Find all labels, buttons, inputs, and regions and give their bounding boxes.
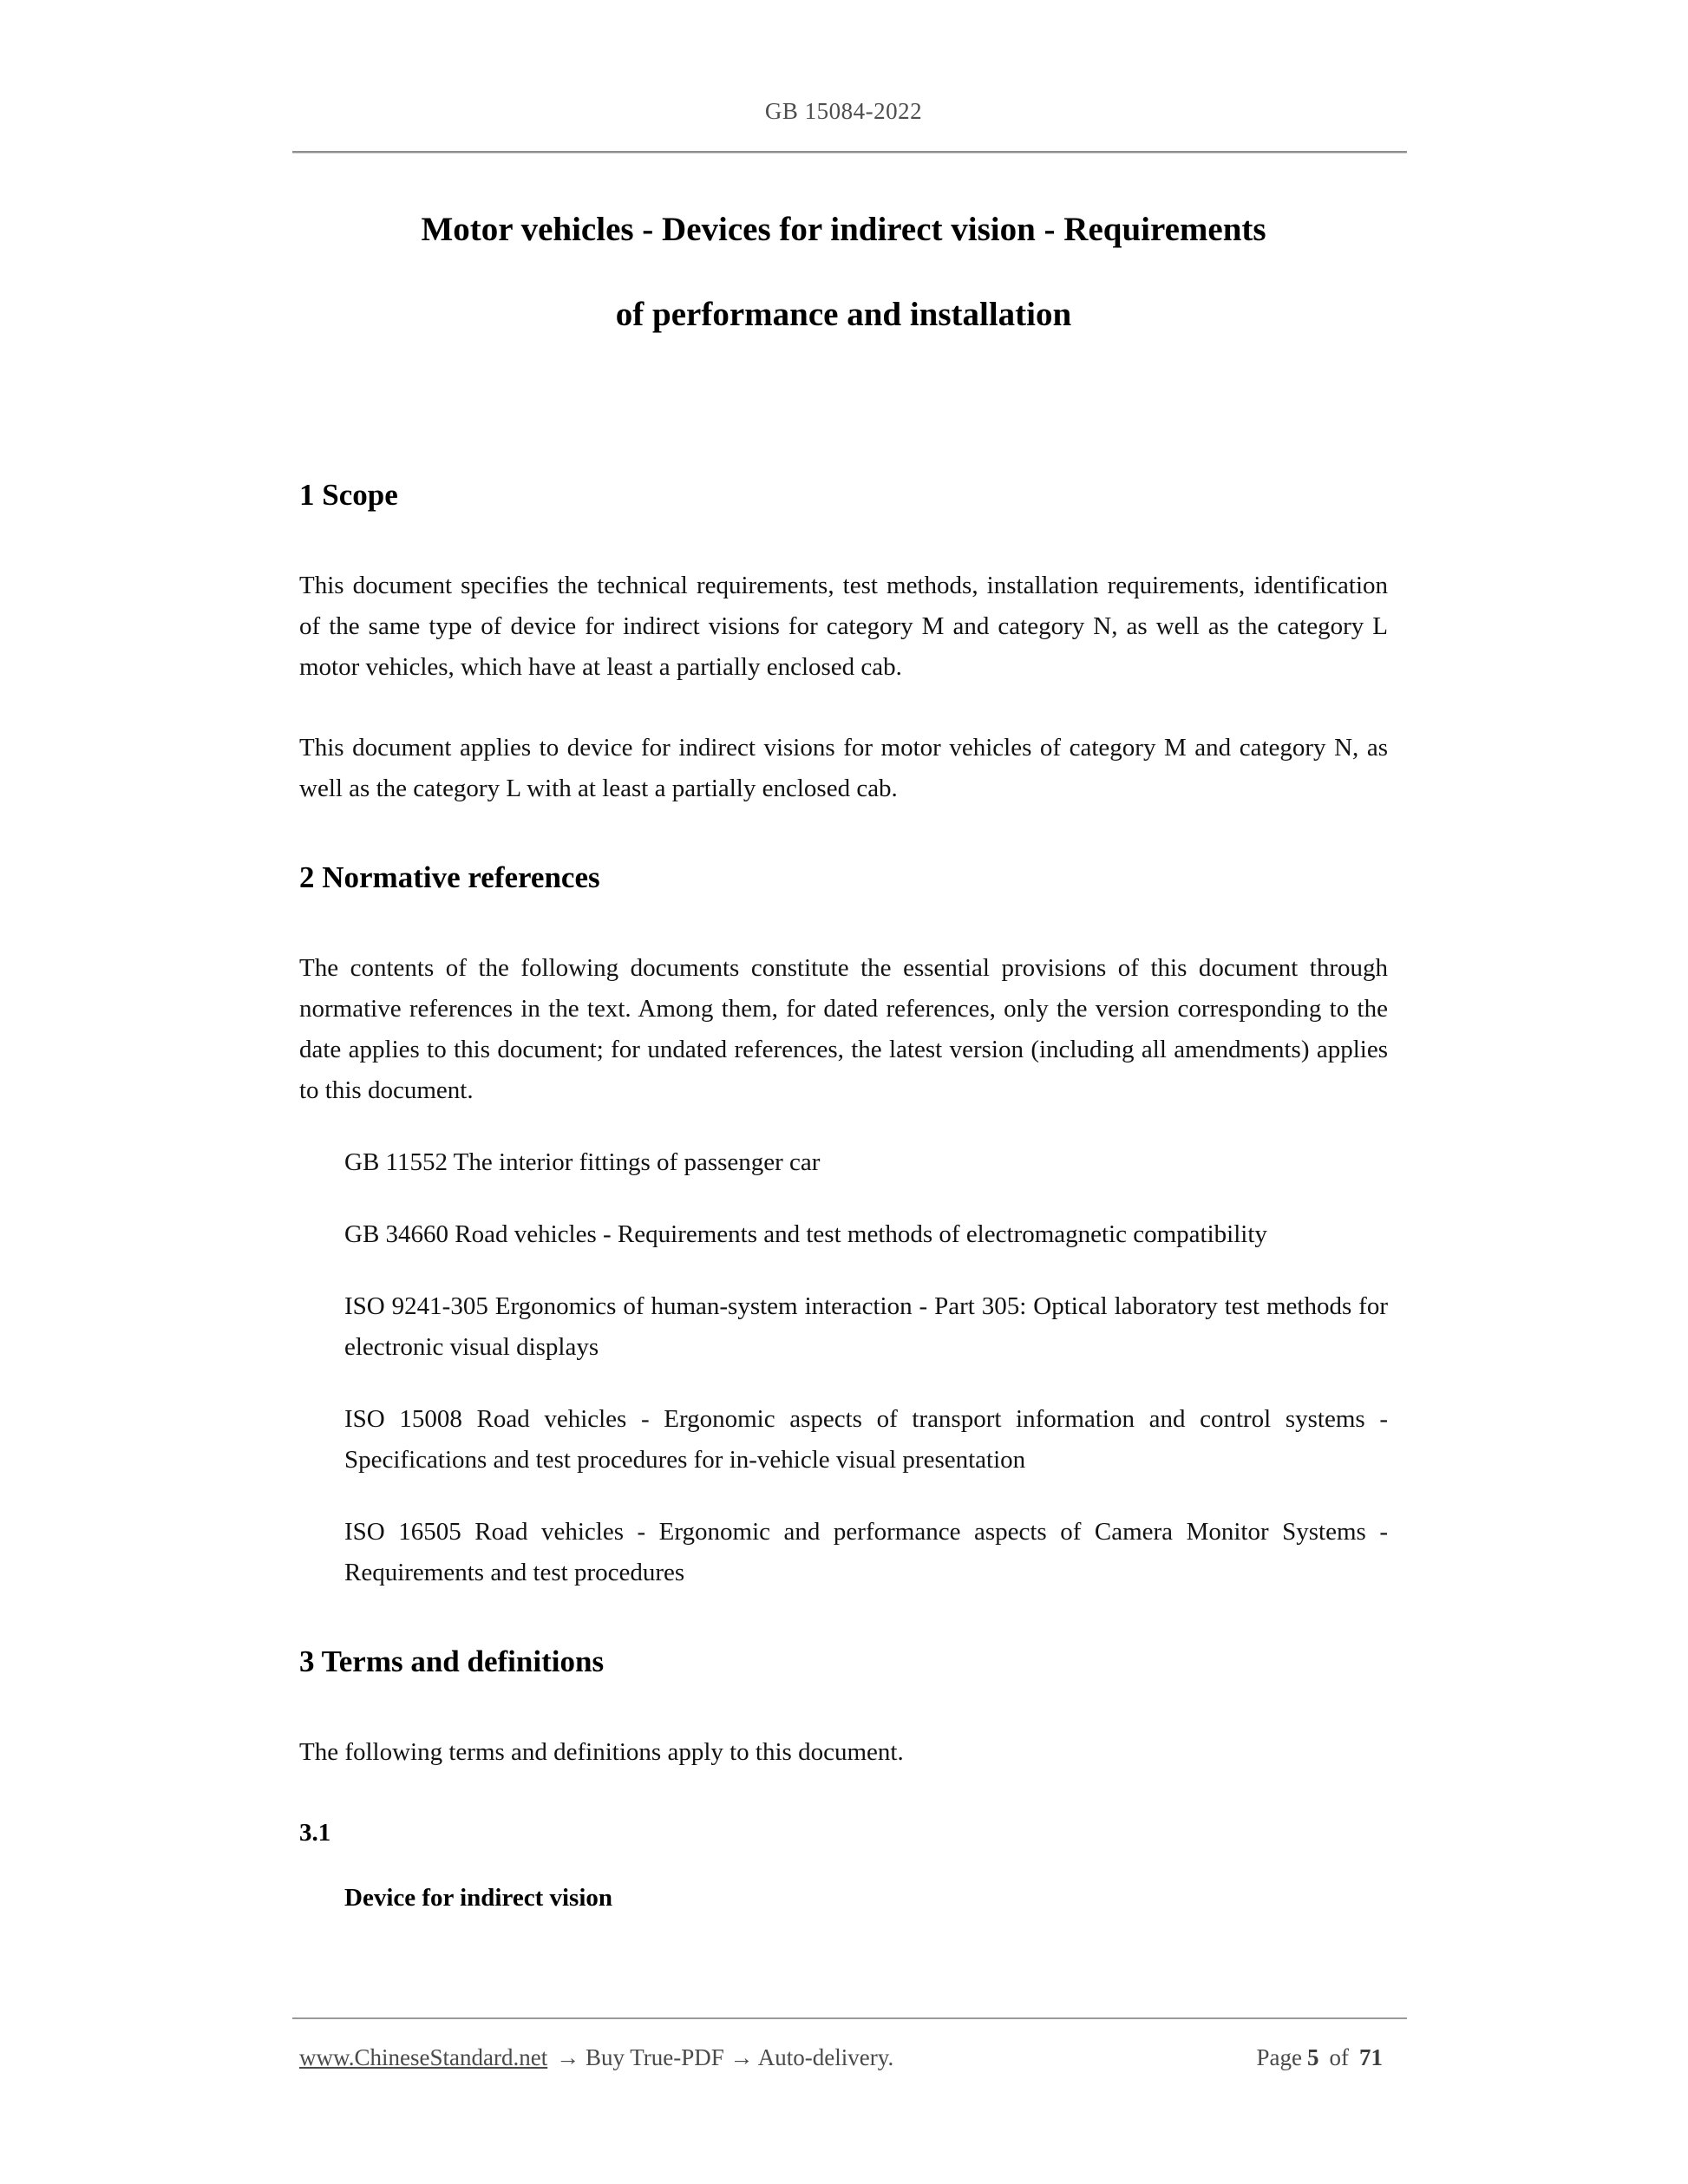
- footer-tagline: → Buy True-PDF → Auto-delivery.: [556, 2044, 894, 2070]
- reference-item-4: ISO 15008 Road vehicles - Ergonomic aspects of transport information and control systems - Specifications and test procedures for in-vehicle visual presentation: [344, 1405, 1388, 1474]
- section-heading-normative-references: 2 Normative references: [299, 860, 600, 894]
- page-label: Page: [1256, 2044, 1302, 2070]
- doc-number: GB 15084-2022: [764, 98, 923, 124]
- page-of-label: of: [1329, 2044, 1349, 2070]
- scope-paragraph-1: This document specifies the technical requirements, test methods, installation requirements, identification of the same type of device for indirect visions for category M and category N, as well as the category L motor vehicles, which have at least a partially enclosed cab.: [299, 572, 1388, 681]
- document-title-line2: of performance and installation: [615, 296, 1072, 333]
- term-clause-number: 3.1: [299, 1819, 331, 1847]
- terms-intro-paragraph: The following terms and definitions apply to this document.: [299, 1738, 904, 1766]
- page-content: [299, 0, 1388, 1919]
- document-title: [299, 187, 1388, 357]
- footer-row: [299, 2042, 1388, 2073]
- reference-item-5: ISO 16505 Road vehicles - Ergonomic and performance aspects of Camera Monitor Systems - Requirements and test procedures: [344, 1518, 1388, 1586]
- page-indicator: [1257, 2042, 1388, 2073]
- page-number-current: 5: [1307, 2044, 1319, 2070]
- document-title-line1: Motor vehicles - Devices for indirect vision - Requirements: [421, 211, 1266, 248]
- footer-site-link[interactable]: www.ChineseStandard.net: [299, 2044, 548, 2070]
- section-heading-scope: 1 Scope: [299, 478, 398, 512]
- footer-divider: [292, 2017, 1407, 2019]
- reference-item-2: GB 34660 Road vehicles - Requirements and test methods of electromagnetic compatibility: [344, 1220, 1267, 1248]
- reference-item-1: GB 11552 The interior fittings of passenger car: [344, 1148, 821, 1176]
- page-footer: [299, 2017, 1388, 2073]
- scope-paragraph-2: This document applies to device for indirect visions for motor vehicles of category M and category N, as well as the category L with at least a partially enclosed cab.: [299, 734, 1388, 802]
- reference-item-3: ISO 9241-305 Ergonomics of human-system interaction - Part 305: Optical laboratory test methods for electronic visual displays: [344, 1292, 1388, 1361]
- normative-intro-paragraph: The contents of the following documents constitute the essential provisions of this document through normative references in the text. Among them, for dated references, only the version corresponding to the date applies to this document; for undated references, the latest version (including all amendments) applies to this document.: [299, 954, 1388, 1104]
- term-title: Device for indirect vision: [344, 1884, 613, 1912]
- page-number-total: 71: [1359, 2044, 1383, 2070]
- page-header: [299, 0, 1388, 125]
- header-divider: [292, 151, 1407, 154]
- section-heading-terms-definitions: 3 Terms and definitions: [299, 1645, 605, 1678]
- footer-left: [299, 2042, 893, 2073]
